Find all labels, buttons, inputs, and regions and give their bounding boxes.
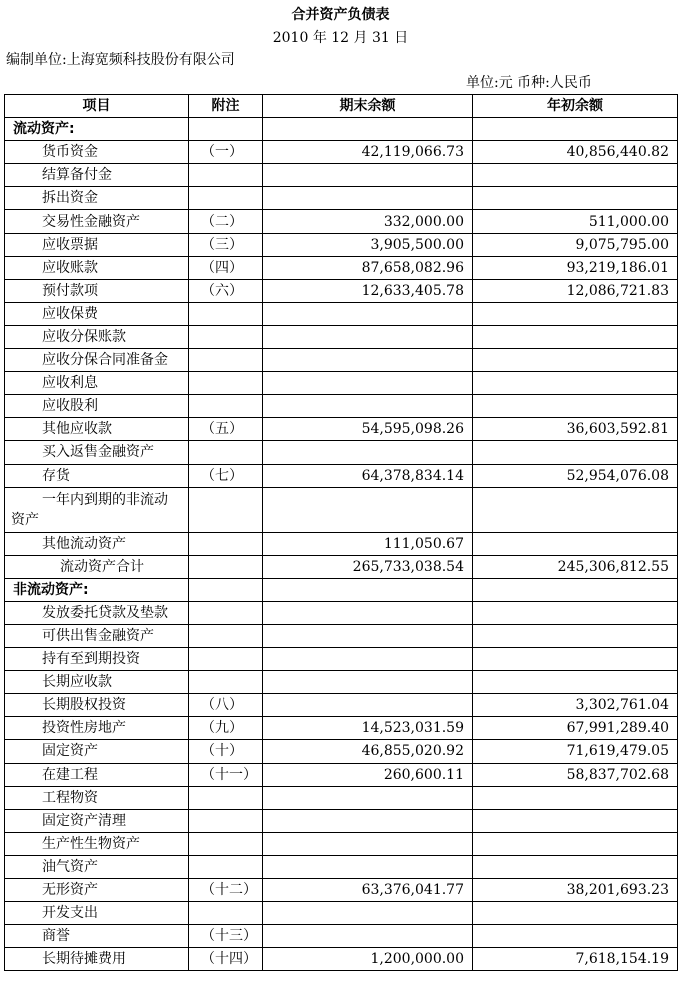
row-end-balance <box>263 925 473 948</box>
table-row <box>5 349 678 372</box>
row-item-label: 应收分保账款 <box>5 325 189 348</box>
row-end-balance: 63,376,041.77 <box>263 879 473 902</box>
row-note-ref <box>189 487 263 532</box>
row-end-balance <box>263 624 473 647</box>
row-item-label: 应收分保合同准备金 <box>5 349 189 372</box>
row-end-balance <box>263 809 473 832</box>
row-end-balance <box>263 671 473 694</box>
total-row <box>5 555 678 578</box>
row-begin-balance <box>473 855 678 878</box>
row-note-ref: （七） <box>189 464 263 487</box>
row-item-label: 固定资产 <box>5 740 189 763</box>
row-end-balance: 87,658,082.96 <box>263 256 473 279</box>
row-begin-balance <box>473 532 678 555</box>
table-row <box>5 601 678 624</box>
row-begin-balance <box>473 164 678 187</box>
row-begin-balance: 52,954,076.08 <box>473 464 678 487</box>
row-begin-balance <box>473 902 678 925</box>
row-begin-balance <box>473 601 678 624</box>
table-row <box>5 187 678 210</box>
row-note-ref: （二） <box>189 210 263 233</box>
table-row <box>5 809 678 832</box>
row-note-ref <box>189 648 263 671</box>
row-item-label: 应收保费 <box>5 302 189 325</box>
row-note-ref <box>189 349 263 372</box>
reporting-entity: 编制单位:上海宽频科技股份有限公司 <box>6 52 235 68</box>
row-note-ref <box>189 325 263 348</box>
row-begin-balance <box>473 395 678 418</box>
row-end-balance: 64,378,834.14 <box>263 464 473 487</box>
table-row <box>5 948 678 971</box>
row-item-label: 油气资产 <box>5 855 189 878</box>
table-row <box>5 256 678 279</box>
row-end-balance: 1,200,000.00 <box>263 948 473 971</box>
currency-unit: 单位:元 币种:人民币 <box>466 75 592 91</box>
row-end-balance <box>263 601 473 624</box>
table-row <box>5 832 678 855</box>
row-item-label: 投资性房地产 <box>5 717 189 740</box>
table-row <box>5 141 678 164</box>
table-row <box>5 925 678 948</box>
row-note-ref: （一） <box>189 141 263 164</box>
row-note-ref <box>189 671 263 694</box>
table-row <box>5 464 678 487</box>
table-row <box>5 279 678 302</box>
row-note-ref: （九） <box>189 717 263 740</box>
row-note-ref: （八） <box>189 694 263 717</box>
row-note-ref <box>189 786 263 809</box>
row-end-balance <box>263 855 473 878</box>
row-begin-balance <box>473 118 678 141</box>
table-row <box>5 418 678 441</box>
row-note-ref: （十一） <box>189 763 263 786</box>
row-note-ref <box>189 624 263 647</box>
table-row <box>5 233 678 256</box>
row-item-label: 其他应收款 <box>5 418 189 441</box>
column-header-item: 项目 <box>5 95 189 118</box>
row-begin-balance <box>473 786 678 809</box>
row-note-ref <box>189 832 263 855</box>
row-end-balance: 332,000.00 <box>263 210 473 233</box>
row-end-balance <box>263 187 473 210</box>
row-item-label-line1: 一年内到期的非流动 <box>42 491 168 508</box>
row-begin-balance: 36,603,592.81 <box>473 418 678 441</box>
report-date: 2010 年 12 月 31 日 <box>272 30 409 46</box>
row-begin-balance <box>473 372 678 395</box>
row-end-balance <box>263 648 473 671</box>
row-begin-balance <box>473 441 678 464</box>
row-end-balance <box>263 441 473 464</box>
row-begin-balance <box>473 349 678 372</box>
row-item-label: 可供出售金融资产 <box>5 624 189 647</box>
row-note-ref: （十三） <box>189 925 263 948</box>
row-end-balance: 14,523,031.59 <box>263 717 473 740</box>
row-end-balance <box>263 164 473 187</box>
row-end-balance <box>263 694 473 717</box>
section-header-row <box>5 118 678 141</box>
row-item-label: 发放委托贷款及垫款 <box>5 601 189 624</box>
row-end-balance <box>263 578 473 601</box>
row-note-ref <box>189 187 263 210</box>
row-begin-balance: 511,000.00 <box>473 210 678 233</box>
row-end-balance <box>263 325 473 348</box>
row-note-ref: （五） <box>189 418 263 441</box>
row-item-label: 持有至到期投资 <box>5 648 189 671</box>
row-note-ref <box>189 855 263 878</box>
row-note-ref: （三） <box>189 233 263 256</box>
table-row <box>5 740 678 763</box>
row-end-balance <box>263 372 473 395</box>
row-item-label <box>5 487 189 532</box>
row-note-ref: （十四） <box>189 948 263 971</box>
table-row <box>5 648 678 671</box>
row-begin-balance <box>473 325 678 348</box>
row-begin-balance <box>473 671 678 694</box>
table-row <box>5 879 678 902</box>
row-begin-balance: 245,306,812.55 <box>473 555 678 578</box>
row-note-ref <box>189 441 263 464</box>
row-end-balance <box>263 349 473 372</box>
row-note-ref: （四） <box>189 256 263 279</box>
row-end-balance <box>263 118 473 141</box>
row-note-ref <box>189 118 263 141</box>
row-item-label: 存货 <box>5 464 189 487</box>
row-end-balance <box>263 395 473 418</box>
row-begin-balance <box>473 578 678 601</box>
row-end-balance <box>263 786 473 809</box>
table-row <box>5 717 678 740</box>
row-begin-balance <box>473 925 678 948</box>
row-end-balance <box>263 487 473 532</box>
row-note-ref: （六） <box>189 279 263 302</box>
row-item-label: 商誉 <box>5 925 189 948</box>
row-end-balance <box>263 302 473 325</box>
row-item-label: 在建工程 <box>5 763 189 786</box>
row-end-balance: 54,595,098.26 <box>263 418 473 441</box>
row-begin-balance <box>473 648 678 671</box>
row-note-ref <box>189 395 263 418</box>
row-item-label: 货币资金 <box>5 141 189 164</box>
row-note-ref: （十） <box>189 740 263 763</box>
table-row <box>5 325 678 348</box>
row-begin-balance: 9,075,795.00 <box>473 233 678 256</box>
row-begin-balance: 7,618,154.19 <box>473 948 678 971</box>
table-row <box>5 532 678 555</box>
row-begin-balance: 93,219,186.01 <box>473 256 678 279</box>
row-item-label: 结算备付金 <box>5 164 189 187</box>
row-end-balance: 42,119,066.73 <box>263 141 473 164</box>
column-header-begin-balance: 年初余额 <box>473 95 678 118</box>
row-begin-balance: 38,201,693.23 <box>473 879 678 902</box>
row-end-balance: 111,050.67 <box>263 532 473 555</box>
row-item-label: 应收利息 <box>5 372 189 395</box>
row-item-label: 交易性金融资产 <box>5 210 189 233</box>
table-row <box>5 855 678 878</box>
row-end-balance: 265,733,038.54 <box>263 555 473 578</box>
row-note-ref <box>189 902 263 925</box>
row-note-ref <box>189 302 263 325</box>
row-item-label: 买入返售金融资产 <box>5 441 189 464</box>
row-item-label: 应收账款 <box>5 256 189 279</box>
row-begin-balance <box>473 487 678 532</box>
column-header-note: 附注 <box>189 95 263 118</box>
row-end-balance <box>263 902 473 925</box>
row-item-label: 固定资产清理 <box>5 809 189 832</box>
row-begin-balance <box>473 809 678 832</box>
section-label: 非流动资产: <box>5 578 189 601</box>
row-begin-balance <box>473 302 678 325</box>
row-note-ref <box>189 555 263 578</box>
row-item-label: 开发支出 <box>5 902 189 925</box>
table-row <box>5 210 678 233</box>
column-header-end-balance: 期末余额 <box>263 95 473 118</box>
row-note-ref <box>189 532 263 555</box>
row-note-ref <box>189 578 263 601</box>
table-row <box>5 694 678 717</box>
row-item-label: 生产性生物资产 <box>5 832 189 855</box>
row-item-label: 应收股利 <box>5 395 189 418</box>
row-item-label: 长期股权投资 <box>5 694 189 717</box>
row-note-ref <box>189 809 263 832</box>
row-note-ref <box>189 372 263 395</box>
row-item-label: 长期应收款 <box>5 671 189 694</box>
row-end-balance: 3,905,500.00 <box>263 233 473 256</box>
row-item-label: 长期待摊费用 <box>5 948 189 971</box>
row-note-ref <box>189 164 263 187</box>
row-item-label: 应收票据 <box>5 233 189 256</box>
table-row <box>5 671 678 694</box>
row-begin-balance: 3,302,761.04 <box>473 694 678 717</box>
row-begin-balance: 12,086,721.83 <box>473 279 678 302</box>
row-end-balance <box>263 832 473 855</box>
row-begin-balance: 40,856,440.82 <box>473 141 678 164</box>
row-item-label: 工程物资 <box>5 786 189 809</box>
row-begin-balance: 58,837,702.68 <box>473 763 678 786</box>
row-end-balance: 260,600.11 <box>263 763 473 786</box>
row-begin-balance: 71,619,479.05 <box>473 740 678 763</box>
table-row <box>5 302 678 325</box>
table-row <box>5 763 678 786</box>
row-note-ref <box>189 601 263 624</box>
table-header-row <box>5 95 678 118</box>
balance-sheet-table <box>4 94 678 971</box>
row-note-ref: （十二） <box>189 879 263 902</box>
report-title: 合并资产负债表 <box>291 7 390 23</box>
table-row <box>5 164 678 187</box>
table-row <box>5 395 678 418</box>
row-begin-balance: 67,991,289.40 <box>473 717 678 740</box>
row-item-label: 拆出资金 <box>5 187 189 210</box>
table-row <box>5 372 678 395</box>
row-item-label: 无形资产 <box>5 879 189 902</box>
table-row <box>5 487 678 532</box>
row-item-label-line2: 资产 <box>11 511 39 528</box>
table-row <box>5 441 678 464</box>
row-end-balance: 12,633,405.78 <box>263 279 473 302</box>
row-item-label: 其他流动资产 <box>5 532 189 555</box>
table-row <box>5 786 678 809</box>
row-begin-balance <box>473 832 678 855</box>
row-begin-balance <box>473 187 678 210</box>
table-row <box>5 624 678 647</box>
row-item-label: 预付款项 <box>5 279 189 302</box>
section-header-row <box>5 578 678 601</box>
row-end-balance: 46,855,020.92 <box>263 740 473 763</box>
row-item-label: 流动资产合计 <box>5 555 189 578</box>
section-label: 流动资产: <box>5 118 189 141</box>
row-begin-balance <box>473 624 678 647</box>
table-row <box>5 902 678 925</box>
